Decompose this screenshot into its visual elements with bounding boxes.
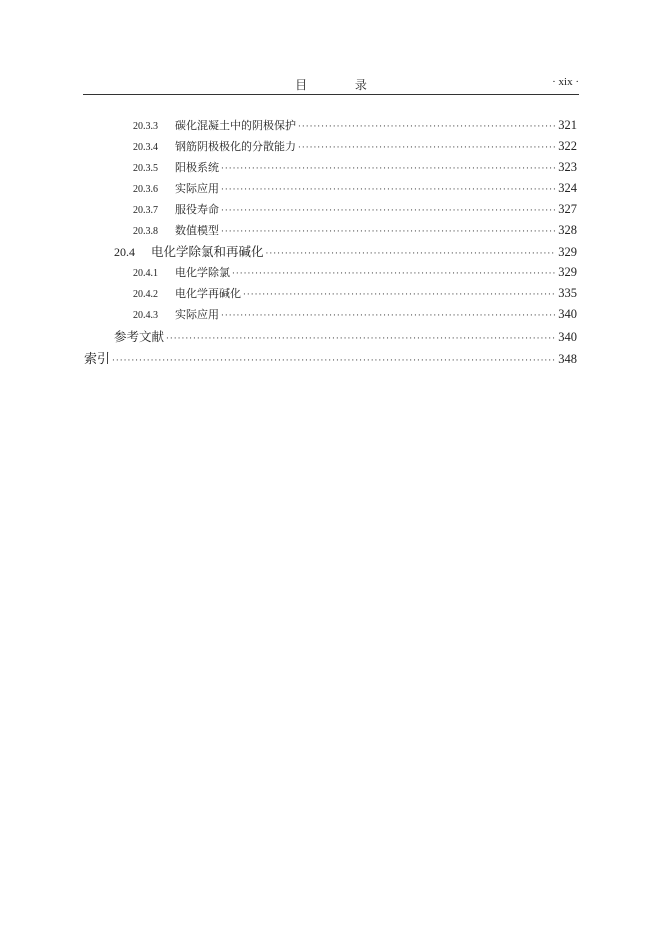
toc-entry-number: 20.4 bbox=[114, 245, 135, 259]
toc-leader-dots bbox=[232, 269, 556, 279]
toc-leader-dots bbox=[221, 227, 556, 237]
toc-entry-page: 324 bbox=[558, 181, 577, 195]
toc-entry-title: 参考文献 bbox=[114, 329, 165, 344]
toc-entry-page: 340 bbox=[558, 307, 577, 321]
toc-entry-page: 327 bbox=[558, 202, 577, 216]
toc-entry[interactable] bbox=[133, 117, 577, 133]
toc-entry-title: 数值模型 bbox=[175, 224, 219, 237]
toc-entry-number: 20.4.3 bbox=[133, 310, 158, 321]
toc-entry-number: 20.3.7 bbox=[133, 205, 158, 216]
toc-entry-page: 348 bbox=[558, 352, 577, 366]
toc-entry-page: 329 bbox=[558, 245, 577, 259]
toc-entry-title: 服役寿命 bbox=[175, 203, 219, 216]
toc-entry-page: 323 bbox=[558, 160, 577, 174]
toc-entry-title: 实际应用 bbox=[175, 182, 219, 195]
toc-entry-number: 20.3.4 bbox=[133, 142, 158, 153]
toc-leader-dots bbox=[298, 122, 556, 132]
toc-entry[interactable] bbox=[133, 264, 577, 280]
toc-entry-title: 实际应用 bbox=[175, 308, 219, 321]
toc-leader-dots bbox=[221, 206, 556, 216]
toc-entry[interactable] bbox=[133, 222, 577, 238]
toc-entry-number: 20.3.5 bbox=[133, 163, 158, 174]
toc-entry[interactable] bbox=[133, 138, 577, 154]
toc-index-entry[interactable] bbox=[84, 348, 577, 367]
toc-entry[interactable] bbox=[133, 159, 577, 175]
toc-entry-title: 阳极系统 bbox=[175, 161, 219, 174]
toc-entry-title: 电化学除氯 bbox=[175, 266, 230, 279]
toc-leader-dots bbox=[112, 356, 556, 366]
toc-section-entry[interactable] bbox=[114, 242, 577, 260]
toc-references-entry[interactable] bbox=[114, 327, 577, 345]
toc-entry-page: 328 bbox=[558, 223, 577, 237]
toc-entry-page: 335 bbox=[558, 286, 577, 300]
toc-entry-page: 322 bbox=[558, 139, 577, 153]
toc-leader-dots bbox=[221, 164, 556, 174]
toc-leader-dots bbox=[243, 290, 556, 300]
toc-entry-title: 电化学除氯和再碱化 bbox=[151, 244, 264, 259]
toc-entry-page: 340 bbox=[558, 330, 577, 344]
header-title: 目 录 bbox=[295, 78, 389, 92]
toc-entry-page: 329 bbox=[558, 265, 577, 279]
toc-entry-number: 20.4.2 bbox=[133, 289, 158, 300]
toc-leader-dots bbox=[221, 311, 556, 321]
toc-entry-number: 20.3.6 bbox=[133, 184, 158, 195]
toc-entry-title: 碳化混凝土中的阴极保护 bbox=[175, 119, 296, 132]
toc-leader-dots bbox=[221, 185, 556, 195]
toc-leader-dots bbox=[166, 334, 556, 344]
toc-entry-page: 321 bbox=[558, 118, 577, 132]
toc-entry[interactable] bbox=[133, 306, 577, 322]
toc-entry-title: 索引 bbox=[84, 352, 111, 367]
page-header bbox=[83, 76, 579, 94]
toc-entry-number: 20.4.1 bbox=[133, 268, 158, 279]
toc-entry[interactable] bbox=[133, 201, 577, 217]
toc-leader-dots bbox=[298, 143, 556, 153]
header-rule bbox=[83, 94, 579, 95]
toc-entry-title: 电化学再碱化 bbox=[175, 287, 241, 300]
toc-entry[interactable] bbox=[133, 180, 577, 196]
toc-entry-number: 20.3.8 bbox=[133, 226, 158, 237]
toc-entry-number: 20.3.3 bbox=[133, 121, 158, 132]
toc-entry-title: 钢筋阴极极化的分散能力 bbox=[175, 140, 296, 153]
toc-entry[interactable] bbox=[133, 285, 577, 301]
toc-leader-dots bbox=[266, 249, 557, 259]
header-page-number: · xix · bbox=[552, 76, 579, 88]
